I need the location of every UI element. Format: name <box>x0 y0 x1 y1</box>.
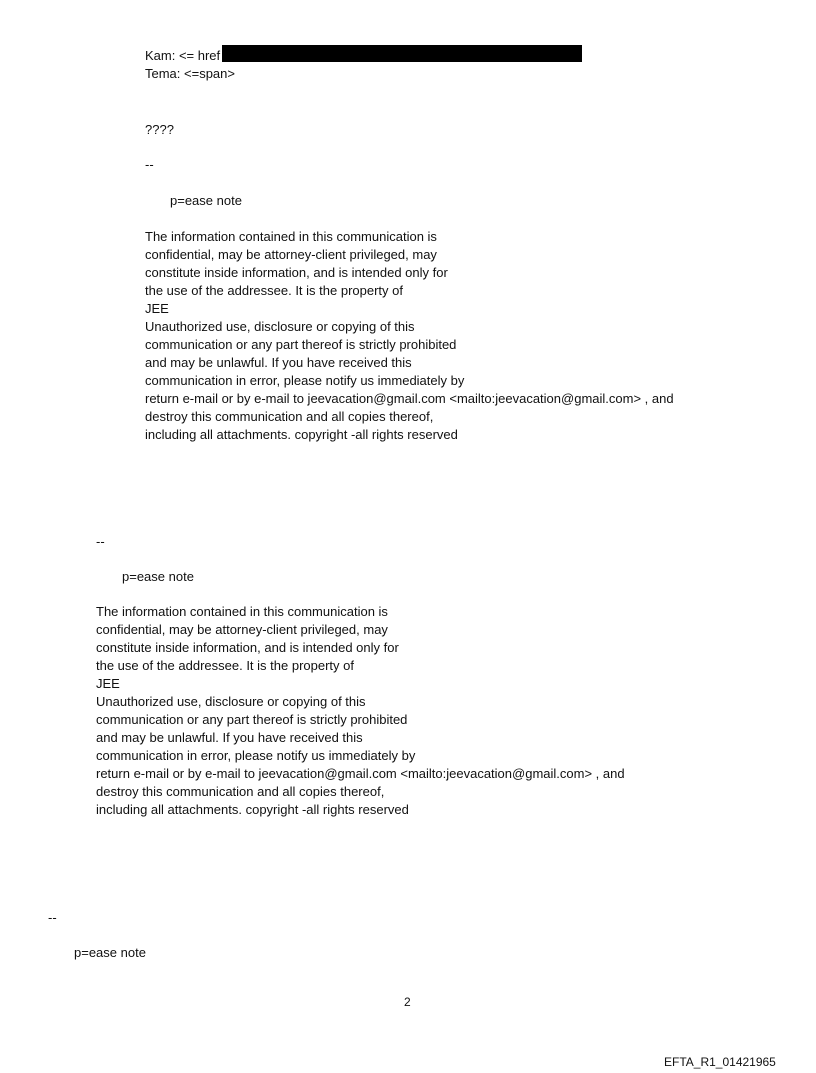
separator-2: -- <box>96 534 105 549</box>
disclaimer-line: The information contained in this communication is <box>145 229 437 244</box>
disclaimer-line: The information contained in this communication is <box>96 604 388 619</box>
from-line: Kam: <= href <box>145 48 221 63</box>
disclaimer-line: including all attachments. copyright -all rights reserved <box>145 427 458 442</box>
disclaimer-line: communication in error, please notify us immediately by <box>145 373 465 388</box>
disclaimer-block-1 <box>145 228 674 444</box>
note-heading-3: p=ease note <box>74 945 146 960</box>
disclaimer-line: JEE <box>145 301 169 316</box>
page-number: 2 <box>404 995 411 1009</box>
disclaimer-line: and may be unlawful. If you have received this <box>145 355 412 370</box>
disclaimer-line: the use of the addressee. It is the property of <box>96 658 354 673</box>
separator-1: -- <box>145 157 154 172</box>
disclaimer-line: JEE <box>96 676 120 691</box>
redaction-bar <box>222 45 582 62</box>
disclaimer-line: communication or any part thereof is strictly prohibited <box>96 712 408 727</box>
disclaimer-line: the use of the addressee. It is the property of <box>145 283 403 298</box>
disclaimer-line: confidential, may be attorney-client privileged, may <box>145 247 437 262</box>
disclaimer-line: Unauthorized use, disclosure or copying of this <box>145 319 415 334</box>
disclaimer-line: constitute inside information, and is intended only for <box>145 265 448 280</box>
disclaimer-line: Unauthorized use, disclosure or copying of this <box>96 694 366 709</box>
disclaimer-line: destroy this communication and all copies thereof, <box>145 409 434 424</box>
disclaimer-line: and may be unlawful. If you have received this <box>96 730 363 745</box>
disclaimer-line: including all attachments. copyright -all rights reserved <box>96 802 409 817</box>
note-heading-2: p=ease note <box>122 569 194 584</box>
disclaimer-line: communication or any part thereof is strictly prohibited <box>145 337 457 352</box>
disclaimer-line: return e-mail or by e-mail to jeevacation@gmail.com <mailto:jeevacation@gmail.com> , and <box>145 391 674 406</box>
disclaimer-line: return e-mail or by e-mail to jeevacation@gmail.com <mailto:jeevacation@gmail.com> , and <box>96 766 625 781</box>
disclaimer-line: constitute inside information, and is intended only for <box>96 640 399 655</box>
disclaimer-line: confidential, may be attorney-client privileged, may <box>96 622 388 637</box>
separator-3: -- <box>48 910 57 925</box>
bates-number: EFTA_R1_01421965 <box>664 1055 776 1069</box>
subject-line: Tema: <=span> <box>145 66 235 81</box>
disclaimer-block-2 <box>96 603 625 819</box>
note-heading-1: p=ease note <box>170 193 242 208</box>
disclaimer-line: destroy this communication and all copies thereof, <box>96 784 385 799</box>
disclaimer-line: communication in error, please notify us immediately by <box>96 748 416 763</box>
question-marks: ???? <box>145 122 174 137</box>
